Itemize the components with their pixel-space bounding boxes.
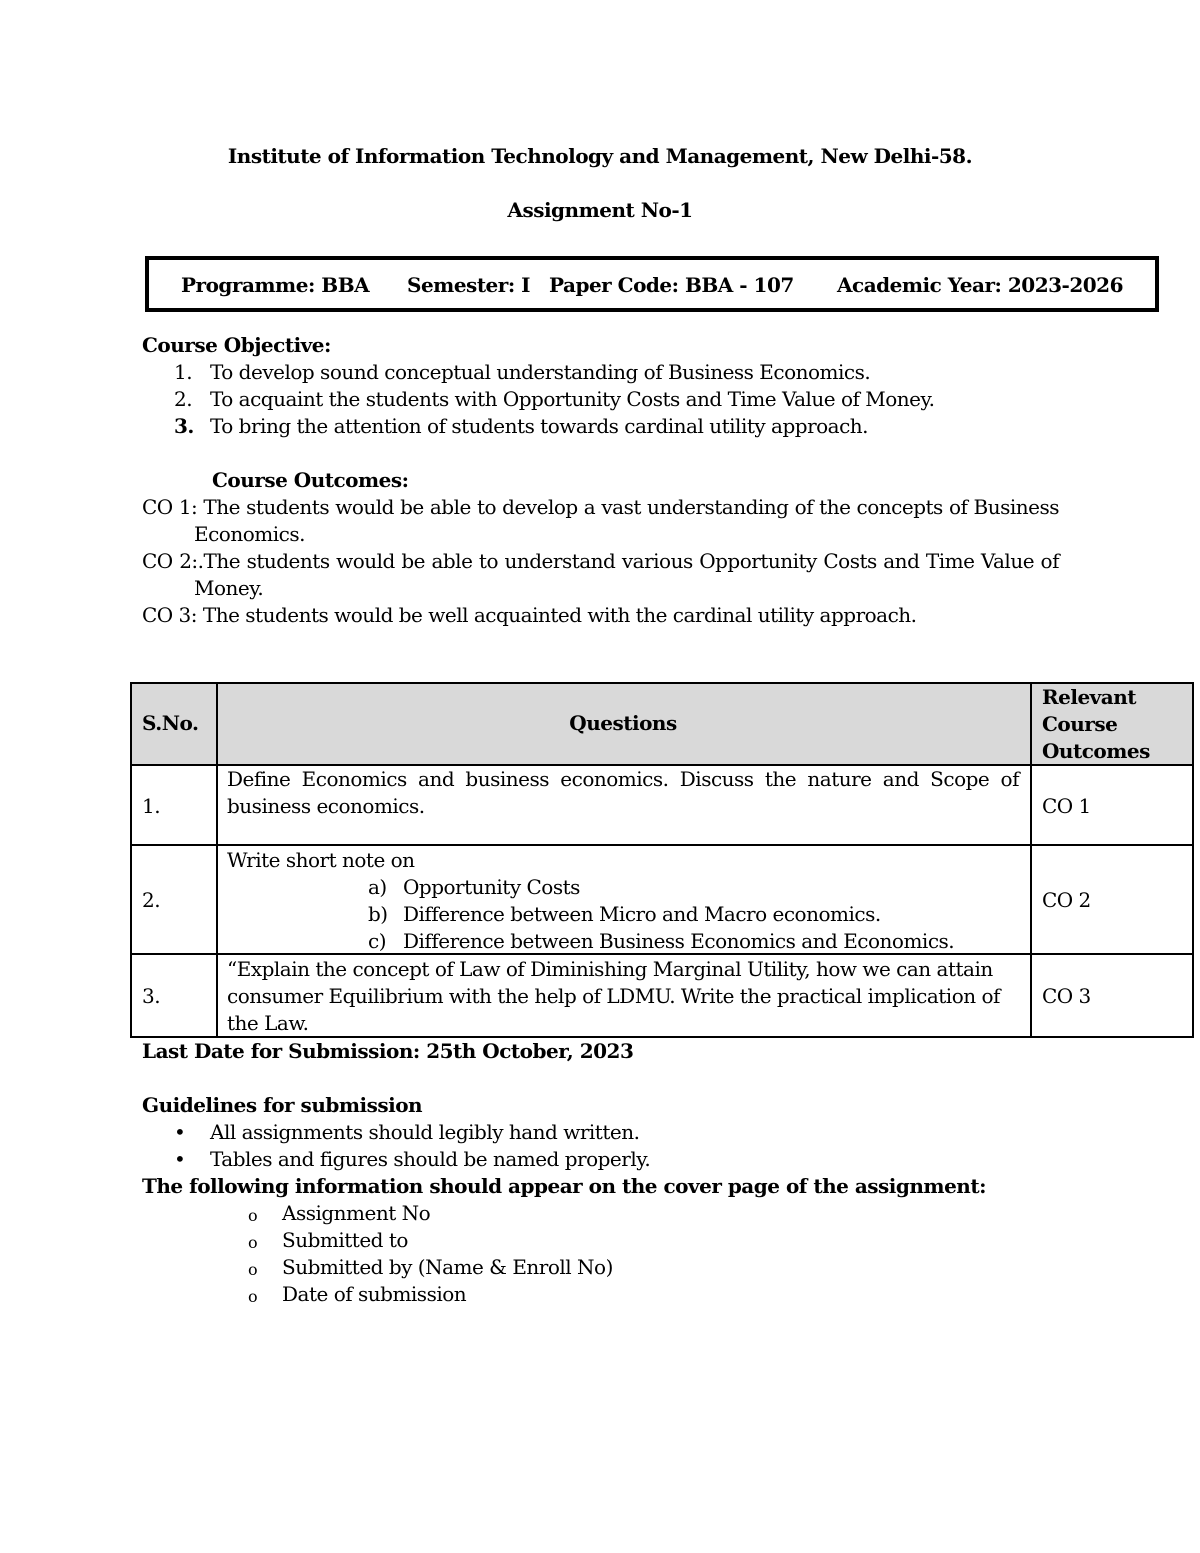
cover-item-4: Date of submission: [282, 1282, 467, 1306]
outcome-co1-line1: CO 1: The students would be able to develop a vast understanding of the concepts of Business: [142, 495, 1059, 519]
objective-num-3: 3.: [174, 414, 194, 438]
objective-item-1: To develop sound conceptual understanding of Business Economics.: [210, 360, 871, 384]
guideline-item-2: Tables and figures should be named properly.: [210, 1147, 651, 1171]
bullet-icon: •: [174, 1120, 186, 1144]
row2-sno: 2.: [142, 888, 161, 912]
guidelines-heading: Guidelines for submission: [142, 1093, 423, 1117]
row1-question-line1: Define Economics and business economics. Discuss the nature and Scope of: [227, 767, 1019, 791]
header-relevant-2: Course: [1042, 712, 1118, 736]
row3-sno: 3.: [142, 984, 161, 1008]
circle-bullet-icon: o: [248, 1287, 258, 1306]
semester-label: Semester: I: [407, 273, 531, 297]
cover-item-1: Assignment No: [282, 1201, 431, 1225]
circle-bullet-icon: o: [248, 1206, 258, 1225]
row1-sno: 1.: [142, 794, 161, 818]
header-relevant-3: Outcomes: [1042, 739, 1150, 763]
header-relevant-1: Relevant: [1042, 685, 1137, 709]
row2-sub-c-label: c): [368, 929, 387, 953]
circle-bullet-icon: o: [248, 1233, 258, 1252]
objective-num-2: 2.: [174, 387, 193, 411]
circle-bullet-icon: o: [248, 1260, 258, 1279]
paper-code-label: Paper Code: BBA - 107: [549, 273, 794, 297]
outcome-co1: [142, 494, 1059, 521]
row2-sub-a-text: Opportunity Costs: [403, 875, 580, 899]
academic-year-label: Academic Year: 2023-2026: [837, 273, 1123, 297]
row3-co: CO 3: [1042, 984, 1091, 1008]
objective-item-2: To acquaint the students with Opportunity Costs and Time Value of Money.: [210, 387, 935, 411]
cover-item-2: Submitted to: [282, 1228, 408, 1252]
guideline-item-1: All assignments should legibly hand written.: [210, 1120, 640, 1144]
outcome-co2-line1: CO 2:.The students would be able to understand various Opportunity Costs and Time Value of: [142, 549, 1059, 573]
row1-question-line2: business economics.: [227, 794, 425, 818]
cover-item-3: Submitted by (Name & Enroll No): [282, 1255, 613, 1279]
objective-num-1: 1.: [174, 360, 193, 384]
row2-sub-c-text: Difference between Business Economics and Economics.: [403, 929, 955, 953]
institute-title: Institute of Information Technology and Management, New Delhi-58.: [227, 144, 973, 168]
program-info-box: [145, 256, 1159, 312]
row2-co: CO 2: [1042, 888, 1091, 912]
outcome-co2: [142, 548, 1059, 575]
programme-label: Programme: BBA: [181, 273, 370, 297]
last-date: Last Date for Submission: 25th October, 2023: [142, 1039, 634, 1063]
row2-sub-b-label: b): [368, 902, 388, 926]
row1-question: [227, 766, 1019, 793]
row1-co: CO 1: [1042, 794, 1091, 818]
course-outcomes-heading: Course Outcomes:: [212, 468, 409, 492]
outcome-co2-line2: Money.: [194, 576, 264, 600]
row3-question-line3: the Law.: [227, 1011, 309, 1035]
course-objective-heading: Course Objective:: [142, 333, 331, 357]
row3-question-line1: “Explain the concept of Law of Diminishing Marginal Utility, how we can attain: [227, 957, 993, 981]
bullet-icon: •: [174, 1147, 186, 1171]
header-questions: Questions: [569, 711, 677, 735]
assignment-title: Assignment No-1: [507, 198, 693, 222]
row2-sub-a-label: a): [368, 875, 387, 899]
cover-page-heading: The following information should appear on the cover page of the assignment:: [142, 1174, 986, 1198]
questions-table: [130, 682, 1194, 1037]
row2-question-line1: Write short note on: [227, 848, 415, 872]
outcome-co1-line2: Economics.: [194, 522, 305, 546]
row2-sub-b-text: Difference between Micro and Macro economics.: [403, 902, 881, 926]
header-sno: S.No.: [142, 711, 199, 735]
row3-question-line2: consumer Equilibrium with the help of LDMU. Write the practical implication of: [227, 984, 1000, 1008]
objective-item-3: To bring the attention of students towards cardinal utility approach.: [210, 414, 869, 438]
outcome-co3: CO 3: The students would be well acquainted with the cardinal utility approach.: [142, 603, 917, 627]
